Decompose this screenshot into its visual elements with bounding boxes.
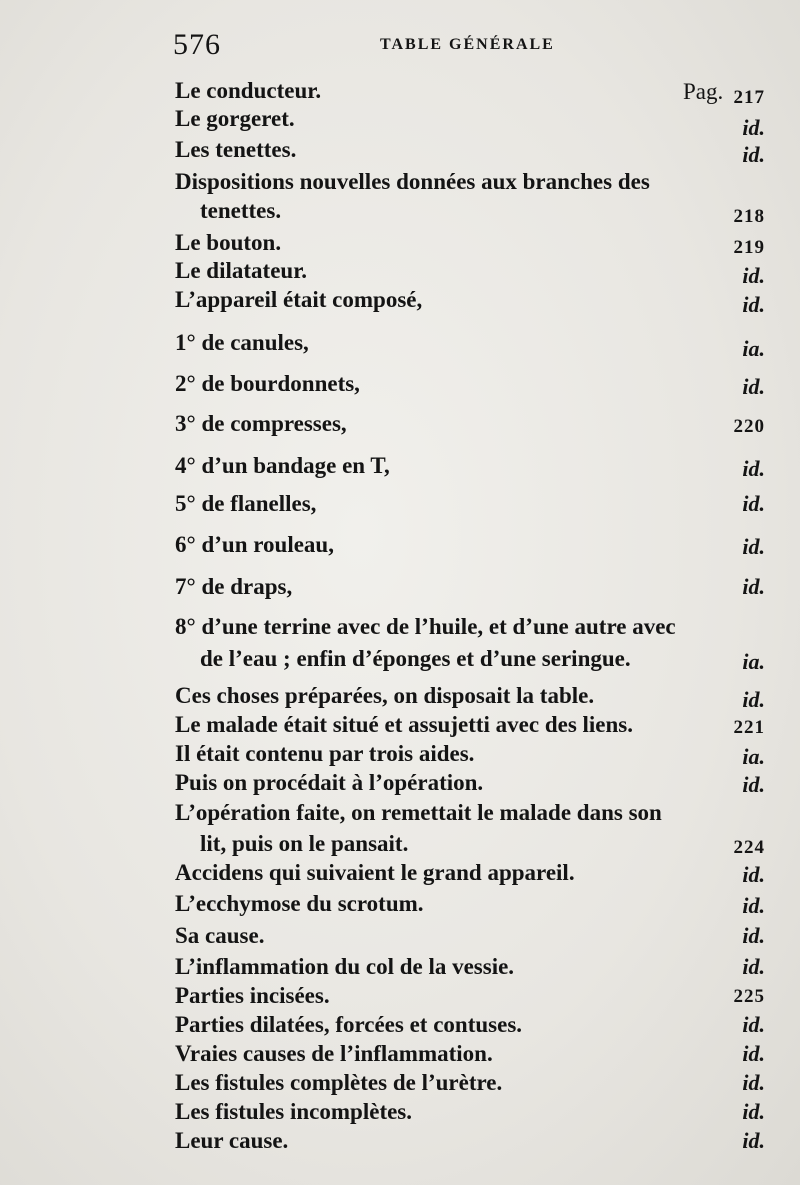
entry-text: Vraies causes de l’inflammation. bbox=[175, 1041, 493, 1066]
page-number: 576 bbox=[173, 28, 221, 61]
entry-text: Leur cause. bbox=[175, 1128, 289, 1153]
entry-page: id. bbox=[742, 456, 765, 481]
entry-text: Accidens qui suivaient le grand appareil. bbox=[175, 860, 575, 885]
entry-page: id. bbox=[742, 1012, 765, 1037]
entry-text: de l’eau ; enfin d’éponges et d’une seringue. bbox=[200, 646, 631, 671]
entry-page: 225 bbox=[733, 986, 765, 1007]
entry-page: id. bbox=[742, 954, 765, 979]
entry-text: 4° d’un bandage en T, bbox=[175, 453, 390, 478]
entry-text: Puis on procédait à l’opération. bbox=[175, 770, 484, 795]
entry-text: L’appareil était composé, bbox=[175, 287, 423, 312]
entry-page: id. bbox=[742, 862, 765, 887]
entry-text: 2° de bourdonnets, bbox=[175, 371, 360, 396]
entry-text: Les fistules complètes de l’urètre. bbox=[175, 1070, 503, 1095]
entry-page: id. bbox=[742, 292, 765, 317]
entry-page: id. bbox=[742, 142, 765, 167]
entry-text: Les fistules incomplètes. bbox=[175, 1099, 413, 1124]
entry-text: Parties dilatées, forcées et contuses. bbox=[175, 1012, 523, 1037]
entry-page: id. bbox=[742, 1041, 765, 1066]
entry-text: Il était contenu par trois aides. bbox=[175, 741, 475, 766]
entry-page: 220 bbox=[733, 416, 765, 437]
entry-page: 218 bbox=[733, 206, 765, 227]
entry-text: Le bouton. bbox=[175, 230, 282, 255]
entry-text: Ces choses préparées, on disposait la table. bbox=[175, 683, 595, 708]
entry-text: Le dilatateur. bbox=[175, 258, 308, 283]
pag-label: Pag. bbox=[683, 79, 724, 104]
entry-text: 8° d’une terrine avec de l’huile, et d’une autre avec bbox=[175, 614, 676, 639]
entry-text: Parties incisées. bbox=[175, 983, 330, 1008]
entry-page: 224 bbox=[733, 837, 765, 858]
entry-page: id. bbox=[742, 534, 765, 559]
entry-text: Le conducteur. bbox=[175, 78, 322, 103]
entry-text: 7° de draps, bbox=[175, 574, 293, 599]
entry-page: id. bbox=[742, 1128, 765, 1153]
entry-page: 219 bbox=[733, 237, 765, 258]
entry-page: id. bbox=[742, 491, 765, 516]
entry-text: 3° de compresses, bbox=[175, 411, 347, 436]
entry-page: 217 bbox=[733, 87, 765, 108]
entry-page: id. bbox=[742, 687, 765, 712]
entry-page: id. bbox=[742, 923, 765, 948]
entry-text: Sa cause. bbox=[175, 923, 265, 948]
entry-page: id. bbox=[742, 115, 765, 140]
running-title: TABLE GÉNÉRALE bbox=[380, 36, 555, 53]
entry-page: id. bbox=[742, 1099, 765, 1124]
entry-text: Dispositions nouvelles données aux branches des bbox=[175, 169, 650, 194]
entry-page: ia. bbox=[742, 336, 765, 361]
entry-text: 6° d’un rouleau, bbox=[175, 532, 334, 557]
entry-page: id. bbox=[742, 574, 765, 599]
entry-page: id. bbox=[742, 772, 765, 797]
entry-text: L’opération faite, on remettait le malade dans son bbox=[175, 800, 662, 825]
entry-text: 5° de flanelles, bbox=[175, 491, 317, 516]
entry-page: id. bbox=[742, 374, 765, 399]
entry-text: lit, puis on le pansait. bbox=[200, 831, 409, 856]
entry-text: tenettes. bbox=[200, 198, 282, 223]
entry-page: id. bbox=[742, 893, 765, 918]
entry-page: id. bbox=[742, 263, 765, 288]
entry-page: 221 bbox=[733, 717, 765, 738]
entry-text: L’inflammation du col de la vessie. bbox=[175, 954, 515, 979]
entry-page: ia. bbox=[742, 649, 765, 674]
entry-page: id. bbox=[742, 1070, 765, 1095]
entry-page: ia. bbox=[742, 744, 765, 769]
entry-text: 1° de canules, bbox=[175, 330, 309, 355]
entry-text: Le malade était situé et assujetti avec des liens. bbox=[175, 712, 634, 737]
entry-text: Les tenettes. bbox=[175, 137, 297, 162]
entry-text: L’ecchymose du scrotum. bbox=[175, 891, 424, 916]
entry-text: Le gorgeret. bbox=[175, 106, 295, 131]
